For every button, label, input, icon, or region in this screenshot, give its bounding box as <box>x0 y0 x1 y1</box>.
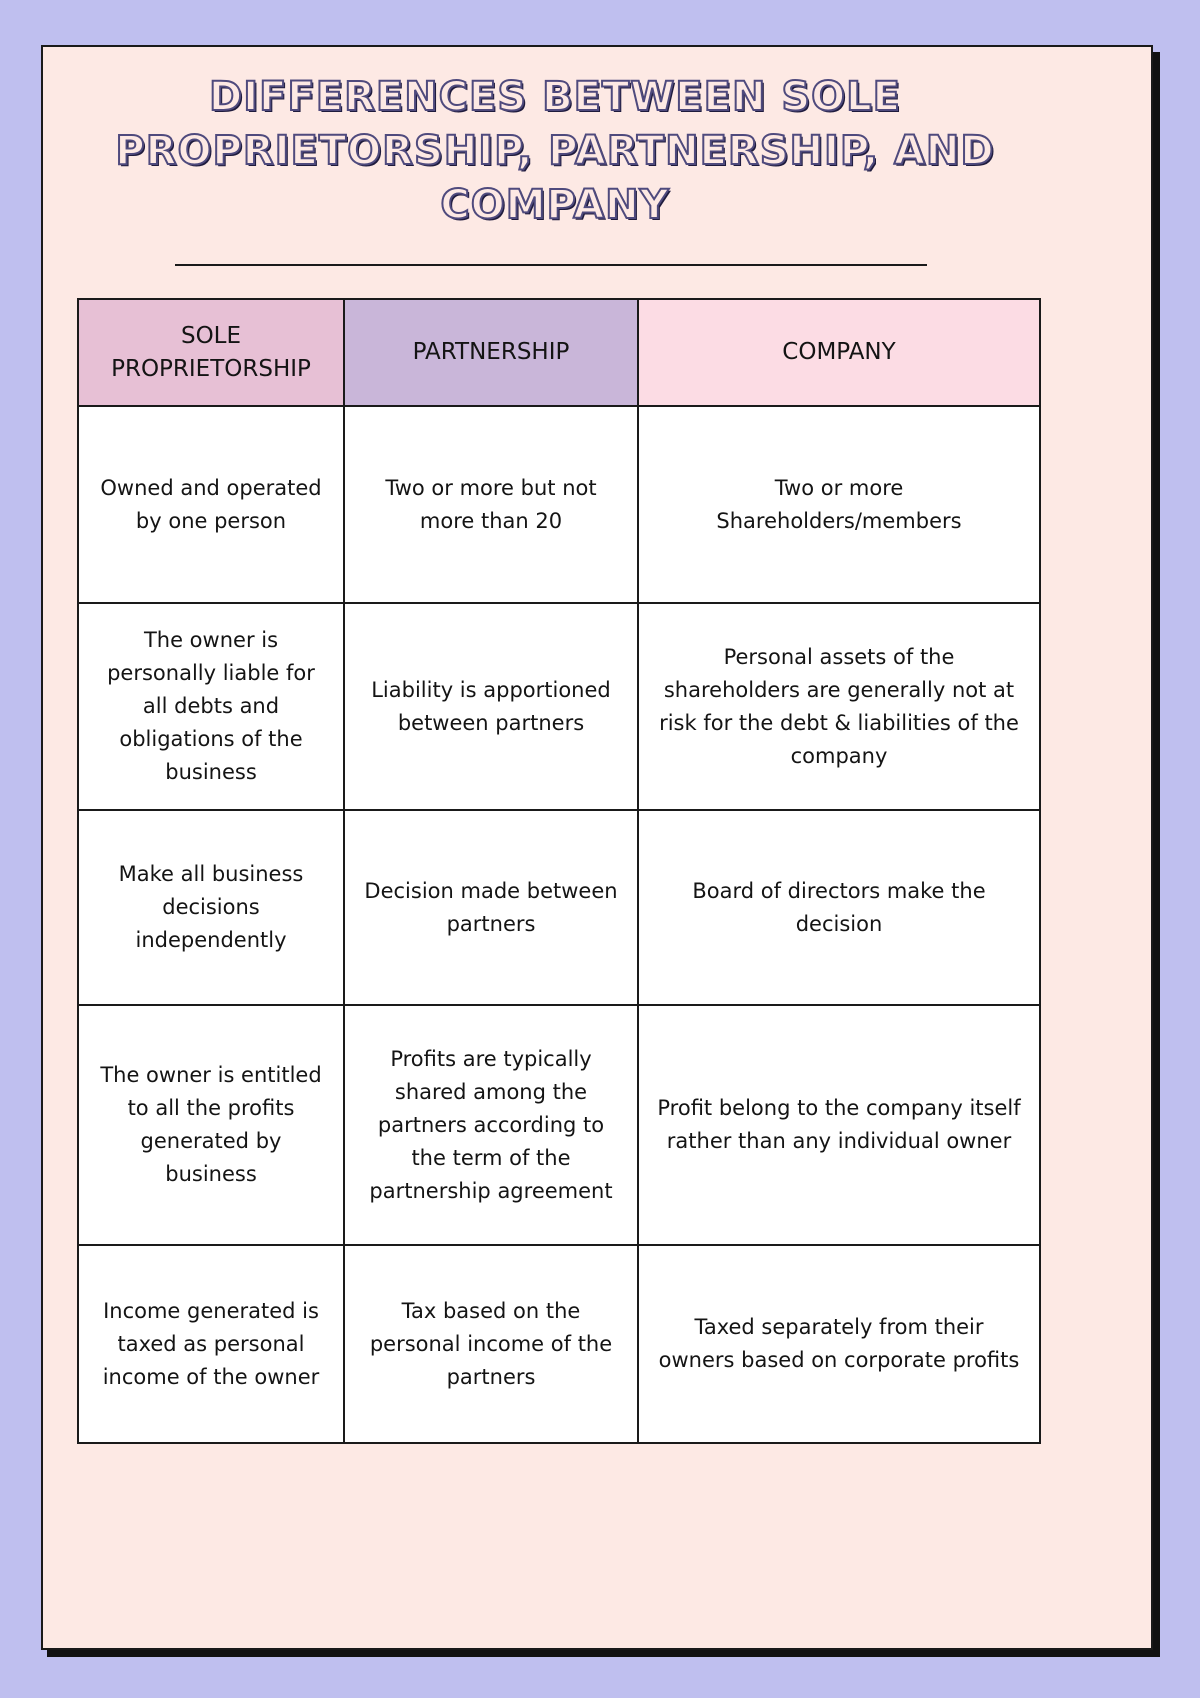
table-cell: Make all business decisions independently <box>78 810 344 1005</box>
table-cell: Personal assets of the shareholders are generally not at risk for the debt & liabilities of the company <box>638 603 1040 810</box>
comparison-table <box>77 298 1041 1444</box>
title-divider <box>175 264 927 266</box>
header-partnership: PARTNERSHIP <box>344 299 638 406</box>
table-row-profits <box>78 1005 1040 1245</box>
header-company: COMPANY <box>638 299 1040 406</box>
table-cell: Two or more but not more than 20 <box>344 406 638 603</box>
table-cell: Owned and operated by one person <box>78 406 344 603</box>
table-row-ownership <box>78 406 1040 603</box>
table-cell: Taxed separately from their owners based on corporate profits <box>638 1245 1040 1443</box>
table-header-row <box>78 299 1040 406</box>
table-cell: Profit belong to the company itself rather than any individual owner <box>638 1005 1040 1245</box>
table-row-liability <box>78 603 1040 810</box>
header-sole-proprietorship: SOLE PROPRIETORSHIP <box>78 299 344 406</box>
table-cell: Two or more Shareholders/members <box>638 406 1040 603</box>
table-row-decisions <box>78 810 1040 1005</box>
table-cell: The owner is entitled to all the profits generated by business <box>78 1005 344 1245</box>
page-title: DIFFERENCES BETWEEN SOLE PROPRIETORSHIP, PARTNERSHIP, AND COMPANY <box>115 74 995 228</box>
table-cell: Board of directors make the decision <box>638 810 1040 1005</box>
table-cell: Tax based on the personal income of the partners <box>344 1245 638 1443</box>
table-cell: The owner is personally liable for all debts and obligations of the business <box>78 603 344 810</box>
table-row-taxation <box>78 1245 1040 1443</box>
table-cell: Profits are typically shared among the partners according to the term of the partnership agreement <box>344 1005 638 1245</box>
table-cell: Income generated is taxed as personal income of the owner <box>78 1245 344 1443</box>
table-cell: Liability is apportioned between partners <box>344 603 638 810</box>
table-cell: Decision made between partners <box>344 810 638 1005</box>
